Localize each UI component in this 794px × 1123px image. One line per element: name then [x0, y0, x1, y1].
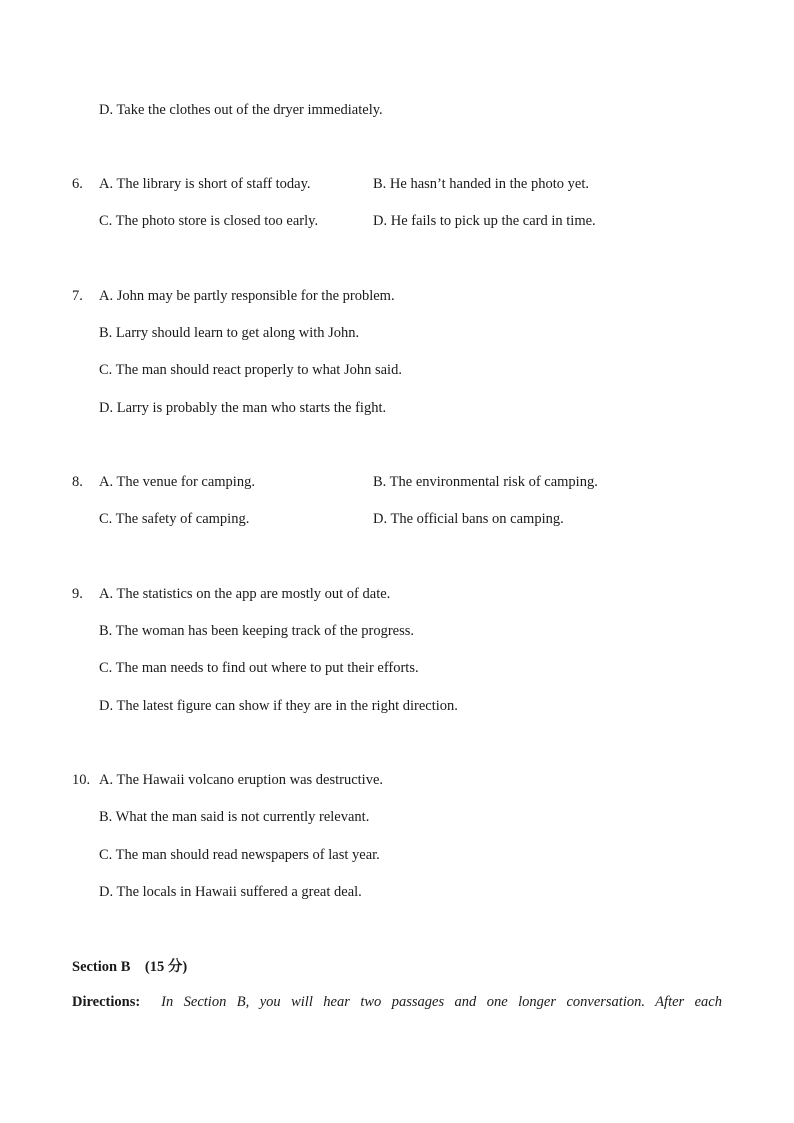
question-number: 6.	[72, 176, 83, 192]
option-d: D. Larry is probably the man who starts the fight.	[99, 400, 387, 416]
question-number: 9.	[72, 586, 83, 602]
question-number: 8.	[72, 474, 83, 490]
question-number: 10.	[72, 772, 91, 788]
option-b: B. What the man said is not currently relevant.	[99, 809, 370, 825]
option-a: A. The venue for camping.	[99, 474, 255, 490]
question-number: 7.	[72, 288, 83, 304]
option-a: A. The Hawaii volcano eruption was destructive.	[99, 772, 384, 788]
option-b: B. He hasn’t handed in the photo yet.	[373, 176, 589, 192]
directions-label: Directions:	[72, 994, 141, 1010]
directions-text: In Section B, you will hear two passages and one longer conversation. After each	[161, 994, 722, 1010]
option-a: A. The library is short of staff today.	[99, 176, 311, 192]
option-b: B. The woman has been keeping track of the progress.	[99, 623, 415, 639]
option-c: C. The man should react properly to what John said.	[99, 362, 402, 378]
option-b: B. The environmental risk of camping.	[373, 474, 598, 490]
directions	[72, 993, 722, 1011]
option-b: B. Larry should learn to get along with John.	[99, 325, 360, 341]
option-d: D. The latest figure can show if they are in the right direction.	[99, 698, 458, 714]
option-d: D. The locals in Hawaii suffered a great deal.	[99, 884, 362, 900]
option-c: C. The photo store is closed too early.	[99, 213, 319, 229]
option-a: A. John may be partly responsible for the problem.	[99, 288, 395, 304]
option-c: C. The safety of camping.	[99, 511, 250, 527]
section-points: (15 分)	[144, 959, 188, 975]
option-d: D. He fails to pick up the card in time.	[373, 213, 596, 229]
section-title: Section B	[72, 959, 131, 975]
option-c: C. The man needs to find out where to put their efforts.	[99, 660, 419, 676]
option-a: A. The statistics on the app are mostly out of date.	[99, 586, 391, 602]
option-d: D. The official bans on camping.	[373, 511, 564, 527]
option-c: C. The man should read newspapers of last year.	[99, 847, 380, 863]
question-5-option-d: D. Take the clothes out of the dryer immediately.	[99, 102, 383, 118]
section-b-heading	[72, 958, 187, 976]
